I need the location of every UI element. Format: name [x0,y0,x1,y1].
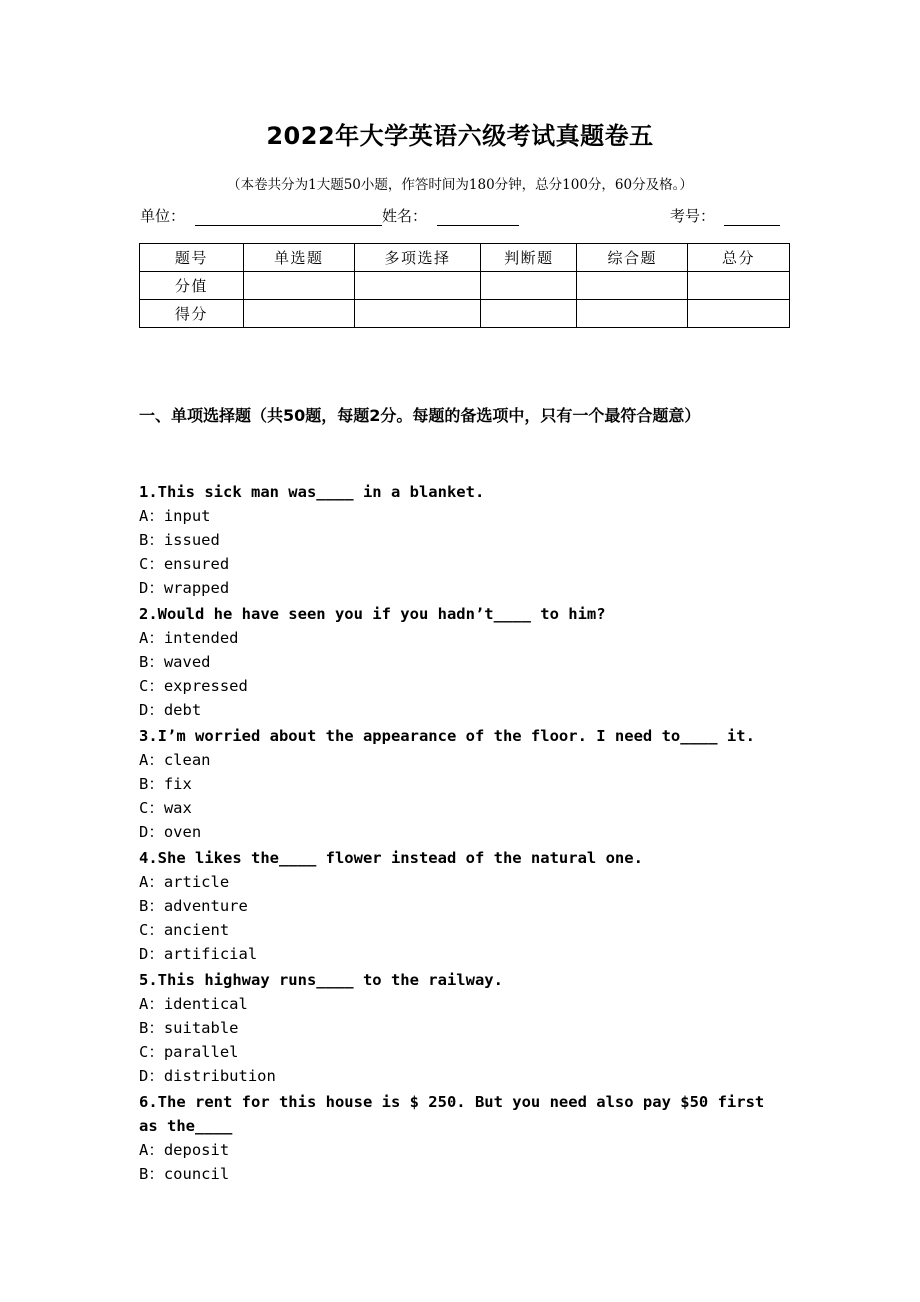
score-earned-row [140,300,790,328]
option-d[interactable]: D：oven [139,823,202,841]
option-c[interactable]: C：parallel [139,1043,239,1061]
name-label: 姓名： [382,207,428,225]
question-list [139,478,784,1186]
exam-instructions: （本卷共分为1大题50小题，作答时间为180分钟，总分100分，60分及格。） [227,177,693,193]
option-b[interactable]: B：council [139,1165,230,1183]
row-label: 分值 [140,272,244,300]
question-text: 4.She likes the____ flower instead of the natural one. [139,849,643,867]
option-a[interactable]: A：clean [139,751,211,769]
score-table-header-row [140,244,790,272]
section-title: 一、单项选择题（共50题，每题2分。每题的备选项中，只有一个最符合题意） [139,406,701,425]
exam-no-blank[interactable] [724,225,780,226]
header-cell: 多项选择 [354,244,481,272]
score-cell [481,300,577,328]
option-d[interactable]: D：distribution [139,1067,276,1085]
option-c[interactable]: C：ensured [139,555,230,573]
question-item [139,968,784,1088]
option-d[interactable]: D：debt [139,701,202,719]
option-a[interactable]: A：deposit [139,1141,230,1159]
question-text: 5.This highway runs____ to the railway. [139,971,503,989]
question-item [139,602,784,722]
name-blank[interactable] [437,225,519,226]
header-cell: 综合题 [577,244,688,272]
score-cell [354,272,481,300]
header-cell: 题号 [140,244,244,272]
option-b[interactable]: B：waved [139,653,211,671]
option-a[interactable]: A：intended [139,629,239,647]
score-cell [243,272,354,300]
header-cell: 总分 [688,244,790,272]
option-d[interactable]: D：wrapped [139,579,230,597]
score-cell [481,272,577,300]
option-b[interactable]: B：suitable [139,1019,239,1037]
option-a[interactable]: A：identical [139,995,248,1013]
question-item [139,480,784,600]
option-a[interactable]: A：input [139,507,211,525]
option-c[interactable]: C：ancient [139,921,230,939]
question-text: 2.Would he have seen you if you hadn’t____ to him? [139,605,606,623]
score-value-row [140,272,790,300]
candidate-info-line [140,205,780,229]
option-d[interactable]: D：artificial [139,945,258,963]
score-table [139,243,790,328]
question-item [139,1090,784,1186]
question-text: 3.I’m worried about the appearance of the floor. I need to____ it. [139,727,755,745]
score-cell [354,300,481,328]
score-cell [243,300,354,328]
score-cell [688,272,790,300]
option-b[interactable]: B：fix [139,775,192,793]
question-text: 1.This sick man was____ in a blanket. [139,483,485,501]
question-item [139,846,784,966]
unit-blank[interactable] [195,225,382,226]
header-cell: 判断题 [481,244,577,272]
score-cell [688,300,790,328]
unit-label: 单位： [140,207,186,225]
question-item [139,724,784,844]
row-label: 得分 [140,300,244,328]
score-cell [577,272,688,300]
score-cell [577,300,688,328]
question-text: 6.The rent for this house is $ 250. But you need also pay $50 first as the____ [139,1093,765,1135]
option-c[interactable]: C：wax [139,799,192,817]
option-c[interactable]: C：expressed [139,677,248,695]
option-b[interactable]: B：adventure [139,897,248,915]
option-a[interactable]: A：article [139,873,230,891]
page-title: 2022年大学英语六级考试真题卷五 [266,122,654,150]
header-cell: 单选题 [243,244,354,272]
option-b[interactable]: B：issued [139,531,220,549]
exam-no-label: 考号： [670,207,716,225]
